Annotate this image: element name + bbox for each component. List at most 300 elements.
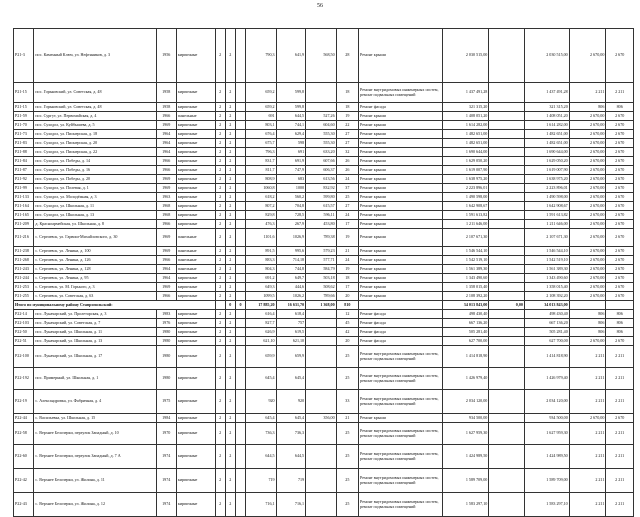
cell-area-living: 644,5 xyxy=(276,445,306,469)
cell-area-roof xyxy=(306,423,337,445)
cell-col-7 xyxy=(235,202,245,211)
cell-work-type: Ремонт внутридомовых инженерных систем, ремонт подвальных помещений xyxy=(359,390,442,414)
cell-row-id: P21-70 xyxy=(14,121,34,130)
cell-area-living: 598 xyxy=(276,139,306,148)
cell-funds-total: 321 315,20 xyxy=(524,103,569,112)
cell-unit-cost: 2 211 xyxy=(569,346,606,368)
cell-unit-limit: 2 670 xyxy=(606,166,634,175)
cell-row-id: P22-60 xyxy=(14,445,34,469)
table-row xyxy=(14,83,634,103)
cell-year: 1970 xyxy=(156,423,176,445)
cell-cost: 1 589 709,00 xyxy=(442,469,489,493)
cell-funds-total: 2 108 392,20 xyxy=(524,292,569,301)
cell-residents: 20 xyxy=(336,292,358,301)
cell-col-7 xyxy=(235,328,245,337)
cell-floors: 2 xyxy=(215,328,225,337)
cell-work-type xyxy=(359,301,442,310)
cell-row-id: P22-103 xyxy=(14,319,34,328)
cell-floors xyxy=(215,301,225,310)
cell-wall-material: кирпичные xyxy=(176,121,215,130)
cell-address: пос. Суходол, ул. Пионерская, д. 22 xyxy=(34,148,156,157)
cell-unit-limit: 2 670 xyxy=(606,414,634,423)
cell-area-roof xyxy=(306,103,337,112)
cell-unit-cost: 806 xyxy=(569,103,606,112)
cell-year: 1958 xyxy=(156,103,176,112)
cell-address: пос. Суходол, ул. Полевая, д. 1 xyxy=(34,184,156,193)
cell-floors: 2 xyxy=(215,103,225,112)
cell-address: с. Сергиевск, ул. Ленина, д. 126 xyxy=(34,256,156,265)
cell-work-type: Ремонт крыши xyxy=(359,220,442,229)
cell-entrances: 2 xyxy=(225,274,235,283)
cell-col-7 xyxy=(235,103,245,112)
cell-col-7 xyxy=(235,265,245,274)
cell-area-roof: 527,26 xyxy=(306,112,337,121)
cell-unit-cost: 2 211 xyxy=(569,493,606,517)
cell-unit-limit: 2 211 xyxy=(606,493,634,517)
cell-unit-limit xyxy=(606,301,634,310)
cell-address: пос. Суходол, ул. Школьная, д. 13 xyxy=(34,211,156,220)
cell-wall-material: кирпичные xyxy=(176,175,215,184)
cell-residents: 810 xyxy=(336,301,358,310)
cell-area-total: 891,5 xyxy=(246,247,277,256)
cell-area-total: 1101,6 xyxy=(246,229,277,247)
cell-cost: 498 430,40 xyxy=(442,310,489,319)
table-row xyxy=(14,328,634,337)
cell-entrances: 2 xyxy=(225,184,235,193)
cell-work-type: Ремонт крыши xyxy=(359,175,442,184)
cell-unit-limit: 806 xyxy=(606,328,634,337)
table-row xyxy=(14,337,634,346)
cell-area-living: 716,1 xyxy=(276,493,306,517)
cell-area-total: 803,1 xyxy=(246,121,277,130)
table-row xyxy=(14,229,634,247)
cell-funds-total: 1 490 598,00 xyxy=(524,193,569,202)
cell-area-living: 747,9 xyxy=(276,166,306,175)
cell-col-7 xyxy=(235,256,245,265)
cell-area-living: 645,4 xyxy=(276,414,306,423)
cell-funds-total: 1 358 015,40 xyxy=(524,283,569,292)
cell-cost: 1 426 979,40 xyxy=(442,368,489,390)
cell-area-living: 267,9 xyxy=(276,220,306,229)
cell-funds-other xyxy=(489,139,525,148)
cell-entrances: 2 xyxy=(225,103,235,112)
cell-area-total: 676,4 xyxy=(246,130,277,139)
table-row xyxy=(14,256,634,265)
cell-entrances: 2 xyxy=(225,202,235,211)
cell-floors: 2 xyxy=(215,319,225,328)
cell-floors: 2 xyxy=(215,247,225,256)
table-row xyxy=(14,184,634,193)
cell-year: 1966 xyxy=(156,112,176,121)
cell-funds-other xyxy=(489,29,525,83)
cell-wall-material: кирпичные xyxy=(176,414,215,423)
cell-unit-cost: 2 670,00 xyxy=(569,139,606,148)
cell-address: с. Верхнее Белозерки, ул. Жилина, д. 12 xyxy=(34,493,156,517)
cell-cost: 2 030 515,00 xyxy=(442,29,489,83)
cell-funds-total: 1 642 908,67 xyxy=(524,202,569,211)
cell-funds-total: 1 690 644,00 xyxy=(524,148,569,157)
total-label: Итого по муниципальному району Ставропольский: xyxy=(14,301,216,310)
cell-cost: 1 482 651,00 xyxy=(442,139,489,148)
cell-year: 1969 xyxy=(156,175,176,184)
cell-funds-other xyxy=(489,220,525,229)
cell-funds-other xyxy=(489,319,525,328)
cell-unit-limit: 806 xyxy=(606,103,634,112)
cell-area-total: 645,4 xyxy=(246,368,277,390)
cell-work-type: Ремонт фасада xyxy=(359,103,442,112)
cell-floors: 2 xyxy=(215,157,225,166)
cell-area-roof: 633,20 xyxy=(306,148,337,157)
cell-row-id: P22-44 xyxy=(14,414,34,423)
cell-funds-other xyxy=(489,274,525,283)
cell-area-roof: 606,37 xyxy=(306,166,337,175)
cell-address: пос. Суходол, ул. Победы, д. 14 xyxy=(34,157,156,166)
cell-funds-total: 1 591 613,82 xyxy=(524,211,569,220)
cell-floors: 2 xyxy=(215,29,225,83)
cell-row-id: P22-14 xyxy=(14,310,34,319)
cell-entrances: 2 xyxy=(225,229,235,247)
cell-year: 1969 xyxy=(156,121,176,130)
cell-cost: 1 591 613,82 xyxy=(442,211,489,220)
cell-floors: 2 xyxy=(215,265,225,274)
cell-col-7 xyxy=(235,319,245,328)
cell-entrances: 2 xyxy=(225,319,235,328)
cell-funds-other xyxy=(489,103,525,112)
cell-funds-total: 934 500,00 xyxy=(524,414,569,423)
table-row xyxy=(14,211,634,220)
cell-row-id: P21-209 xyxy=(14,220,34,229)
cell-row-id: P21-92 xyxy=(14,175,34,184)
cell-funds-other xyxy=(489,390,525,414)
cell-area-living: 621,10 xyxy=(276,337,306,346)
table-row xyxy=(14,265,634,274)
cell-area-total: 626,9 xyxy=(246,328,277,337)
cell-row-id: P22-42 xyxy=(14,469,34,493)
cell-cost: 1 619 007,90 xyxy=(442,166,489,175)
cell-unit-cost: 806 xyxy=(569,328,606,337)
page-number: 56 xyxy=(317,3,323,9)
cell-floors: 2 xyxy=(215,283,225,292)
cell-entrances: 2 xyxy=(225,112,235,121)
cell-residents: 12 xyxy=(336,310,358,319)
cell-entrances: 2 xyxy=(225,29,235,83)
cell-funds-total: 1 426 979,40 xyxy=(524,368,569,390)
cell-area-total: 675,7 xyxy=(246,139,277,148)
cell-area-total: 831,7 xyxy=(246,157,277,166)
cell-funds-total: 1 482 651,00 xyxy=(524,139,569,148)
cell-address: пос. Суходол, ул. Победы, д. 16 xyxy=(34,166,156,175)
cell-unit-limit: 2 670 xyxy=(606,274,634,283)
cell-wall-material: кирпичные xyxy=(176,423,215,445)
cell-unit-limit: 2 670 xyxy=(606,130,634,139)
cell-address: с. Сергиевск, ул. М. Горького, д. 3 xyxy=(34,283,156,292)
cell-funds-other xyxy=(489,193,525,202)
cell-floors: 2 xyxy=(215,292,225,301)
cell-wall-material: кирпичные xyxy=(176,139,215,148)
cell-funds-other xyxy=(489,310,525,319)
cell-area-total: 1099,5 xyxy=(246,292,277,301)
cell-residents: 33 xyxy=(336,390,358,414)
cell-funds-total: 1 542 519,10 xyxy=(524,256,569,265)
cell-area-total: 719 xyxy=(246,469,277,493)
cell-area-total: 807,2 xyxy=(246,202,277,211)
cell-residents: 18 xyxy=(336,83,358,103)
cell-funds-total: 2 034 120,00 xyxy=(524,390,569,414)
cell-area-living: 649,7 xyxy=(276,274,306,283)
cell-unit-limit: 2 211 xyxy=(606,469,634,493)
cell-funds-other xyxy=(489,130,525,139)
cell-area-total: 1060,8 xyxy=(246,184,277,193)
cell-col-7 xyxy=(235,310,245,319)
cell-unit-limit: 2 670 xyxy=(606,193,634,202)
cell-unit-limit: 2 670 xyxy=(606,247,634,256)
cell-address: пос. Суходол, ул. Победы, д. 20 xyxy=(34,175,156,184)
cell-area-roof: 356,00 xyxy=(306,414,337,423)
cell-year: 1958 xyxy=(156,83,176,103)
cell-floors: 2 xyxy=(215,112,225,121)
cell-work-type: Ремонт внутридомовых инженерных систем, ремонт подвальных помещений xyxy=(359,493,442,517)
cell-year: 1963 xyxy=(156,193,176,202)
cell-residents: 25 xyxy=(336,493,358,517)
cell-area-living: 691,9 xyxy=(276,157,306,166)
cell-funds-total: 1 211 646,00 xyxy=(524,220,569,229)
cell-area-roof: 453,80 xyxy=(306,220,337,229)
cell-unit-cost: 2 670,00 xyxy=(569,148,606,157)
cell-residents: 25 xyxy=(336,423,358,445)
table-row xyxy=(14,175,634,184)
cell-area-roof xyxy=(306,83,337,103)
cell-work-type: Ремонт крыши xyxy=(359,157,442,166)
table-row xyxy=(14,414,634,423)
cell-work-type: Ремонт крыши xyxy=(359,184,442,193)
cell-unit-cost: 2 670,00 xyxy=(569,337,606,346)
cell-residents: 17 xyxy=(336,283,358,292)
cell-row-id: P21-268 xyxy=(14,256,34,265)
cell-area-roof xyxy=(306,346,337,368)
cell-cost: 1 358 015,40 xyxy=(442,283,489,292)
cell-col-7: 0 xyxy=(235,301,245,310)
cell-wall-material: кирпичные xyxy=(176,166,215,175)
cell-funds-other xyxy=(489,83,525,103)
cell-funds-other xyxy=(489,337,525,346)
cell-address: пос. Суходол, ул. Пионерская, д. 20 xyxy=(34,139,156,148)
cell-unit-cost: 2 670,00 xyxy=(569,265,606,274)
cell-work-type: Ремонт крыши xyxy=(359,130,442,139)
cell-funds-other xyxy=(489,346,525,368)
cell-entrances: 2 xyxy=(225,292,235,301)
cell-work-type: Ремонт крыши xyxy=(359,166,442,175)
cell-floors: 2 xyxy=(215,368,225,390)
cell-entrances: 2 xyxy=(225,157,235,166)
cell-unit-limit: 2 211 xyxy=(606,390,634,414)
cell-unit-limit: 2 211 xyxy=(606,346,634,368)
cell-year: 1966 xyxy=(156,292,176,301)
cell-row-id: P21-244 xyxy=(14,274,34,283)
cell-funds-other xyxy=(489,469,525,493)
cell-area-roof: 607,66 xyxy=(306,157,337,166)
cell-residents: 26 xyxy=(336,157,358,166)
cell-wall-material: кирпичные xyxy=(176,274,215,283)
cell-wall-material: кирпичные xyxy=(176,193,215,202)
cell-cost: 321 315,20 xyxy=(442,103,489,112)
cell-unit-cost: 2 211 xyxy=(569,423,606,445)
cell-address: пос. Луначарский, ул. Пролетарская, д. 3 xyxy=(34,310,156,319)
table-row xyxy=(14,220,634,229)
cell-residents: 37 xyxy=(336,184,358,193)
cell-area-living: 1026,2 xyxy=(276,292,306,301)
cell-entrances: 2 xyxy=(225,469,235,493)
cell-funds-other xyxy=(489,229,525,247)
cell-funds-total: 1 482 651,00 xyxy=(524,130,569,139)
cell-wall-material: кирпичные xyxy=(176,29,215,83)
cell-year: 1974 xyxy=(156,493,176,517)
cell-funds-other xyxy=(489,445,525,469)
cell-area-living: 691 xyxy=(276,148,306,157)
cell-area-total: 659,9 xyxy=(246,346,277,368)
cell-floors: 2 xyxy=(215,310,225,319)
cell-entrances: 0 xyxy=(225,301,235,310)
cell-row-id: P21-99 xyxy=(14,184,34,193)
table-row xyxy=(14,493,634,517)
cell-wall-material: панельные xyxy=(176,247,215,256)
cell-area-total: 920 xyxy=(246,390,277,414)
cell-unit-cost: 2 670,00 xyxy=(569,256,606,265)
cell-funds-other xyxy=(489,265,525,274)
cell-area-total: 736,3 xyxy=(246,423,277,445)
cell-area-living: 719 xyxy=(276,469,306,493)
table-row xyxy=(14,319,634,328)
cell-row-id: P22-192 xyxy=(14,368,34,390)
total-row xyxy=(14,301,634,310)
cell-unit-limit: 2 211 xyxy=(606,445,634,469)
cell-col-7 xyxy=(235,220,245,229)
cell-col-7 xyxy=(235,211,245,220)
cell-funds-total: 2 107 671,30 xyxy=(524,229,569,247)
cell-cost: 1 629 050,20 xyxy=(442,157,489,166)
cell-unit-limit: 806 xyxy=(606,319,634,328)
cell-work-type: Ремонт крыши xyxy=(359,414,442,423)
cell-area-total: 790,3 xyxy=(246,29,277,83)
cell-floors: 2 xyxy=(215,414,225,423)
table-row xyxy=(14,166,634,175)
cell-work-type: Ремонт крыши xyxy=(359,247,442,256)
cell-cost: 1 408 051,20 xyxy=(442,112,489,121)
cell-wall-material: кирпичные xyxy=(176,148,215,157)
cell-area-total: 616,4 xyxy=(246,310,277,319)
cell-unit-cost: 2 670,00 xyxy=(569,166,606,175)
cell-residents: 25 xyxy=(336,368,358,390)
cell-col-7 xyxy=(235,493,245,517)
cell-unit-limit: 2 670 xyxy=(606,148,634,157)
cell-col-7 xyxy=(235,184,245,193)
cell-col-7 xyxy=(235,29,245,83)
cell-entrances: 2 xyxy=(225,337,235,346)
cell-wall-material: кирпичные xyxy=(176,103,215,112)
cell-residents: 21 xyxy=(336,247,358,256)
cell-unit-cost: 2 211 xyxy=(569,368,606,390)
cell-funds-other xyxy=(489,157,525,166)
cell-unit-limit: 2 670 xyxy=(606,283,634,292)
cell-work-type: Ремонт крыши xyxy=(359,229,442,247)
cell-area-total: 883,3 xyxy=(246,256,277,265)
cell-funds-other xyxy=(489,247,525,256)
table-row xyxy=(14,292,634,301)
cell-entrances: 2 xyxy=(225,139,235,148)
cell-work-type: Ремонт внутридомовых инженерных систем, ремонт подвальных помещений xyxy=(359,469,442,493)
cell-unit-limit: 2 670 xyxy=(606,112,634,121)
cell-address: с. Васильевка, ул. Школьная, д. 15 xyxy=(34,414,156,423)
cell-funds-other xyxy=(489,423,525,445)
cell-area-total: 645,4 xyxy=(246,414,277,423)
cell-unit-cost: 2 670,00 xyxy=(569,229,606,247)
cell-wall-material: кирпичные xyxy=(176,292,215,301)
cell-floors: 2 xyxy=(215,175,225,184)
table-row xyxy=(14,130,634,139)
cell-funds-total: 1 546 544,10 xyxy=(524,247,569,256)
cell-unit-limit: 2 670 xyxy=(606,220,634,229)
cell-unit-cost: 806 xyxy=(569,310,606,319)
cell-area-roof xyxy=(306,390,337,414)
cell-row-id: P21-165 xyxy=(14,211,34,220)
cell-area-living: 644,5 xyxy=(276,112,306,121)
cell-area-roof xyxy=(306,469,337,493)
cell-row-id: P21-253 xyxy=(14,283,34,292)
cell-funds-total: 2 030 515,00 xyxy=(524,29,569,83)
cell-area-living: 599,8 xyxy=(276,103,306,112)
cell-area-living: 560,2 xyxy=(276,193,306,202)
cell-area-living: 995,6 xyxy=(276,247,306,256)
cell-funds-other xyxy=(489,368,525,390)
cell-entrances: 2 xyxy=(225,390,235,414)
cell-funds-total: 1 343 490,60 xyxy=(524,274,569,283)
cell-area-living: 629,4 xyxy=(276,130,306,139)
cell-cost: 1 414 818,90 xyxy=(442,346,489,368)
cell-cost: 1 583 297,10 xyxy=(442,493,489,517)
cell-funds-other xyxy=(489,121,525,130)
cell-area-living: 1026,9 xyxy=(276,229,306,247)
cell-area-total: 621,10 xyxy=(246,337,277,346)
cell-year: 1974 xyxy=(156,469,176,493)
cell-row-id: P22-43 xyxy=(14,493,34,517)
cell-unit-limit: 2 670 xyxy=(606,175,634,184)
cell-floors: 2 xyxy=(215,211,225,220)
cell-residents: 32 xyxy=(336,148,358,157)
cell-entrances: 2 xyxy=(225,121,235,130)
cell-floors: 2 xyxy=(215,121,225,130)
cell-col-7 xyxy=(235,229,245,247)
cell-area-living: 757 xyxy=(276,319,306,328)
cell-funds-other xyxy=(489,202,525,211)
cell-work-type: Ремонт внутридомовых инженерных систем, ремонт подвальных помещений xyxy=(359,445,442,469)
cell-entrances: 2 xyxy=(225,414,235,423)
cell-entrances: 2 xyxy=(225,148,235,157)
cell-cost: 2 034 120,00 xyxy=(442,390,489,414)
cell-col-7 xyxy=(235,166,245,175)
cell-area-roof: 577,71 xyxy=(306,256,337,265)
cell-funds-other xyxy=(489,112,525,121)
cell-area-living: 599,8 xyxy=(276,83,306,103)
cell-cost: 1 642 908,67 xyxy=(442,202,489,211)
table-row xyxy=(14,157,634,166)
cell-wall-material: кирпичные xyxy=(176,211,215,220)
table-row xyxy=(14,423,634,445)
table-row xyxy=(14,193,634,202)
cell-cost: 1 690 644,00 xyxy=(442,148,489,157)
cell-funds-other: 0,00 xyxy=(489,301,525,310)
cell-year: 1980 xyxy=(156,368,176,390)
cell-row-id: P21-238 xyxy=(14,247,34,256)
cell-year: 1980 xyxy=(156,346,176,368)
